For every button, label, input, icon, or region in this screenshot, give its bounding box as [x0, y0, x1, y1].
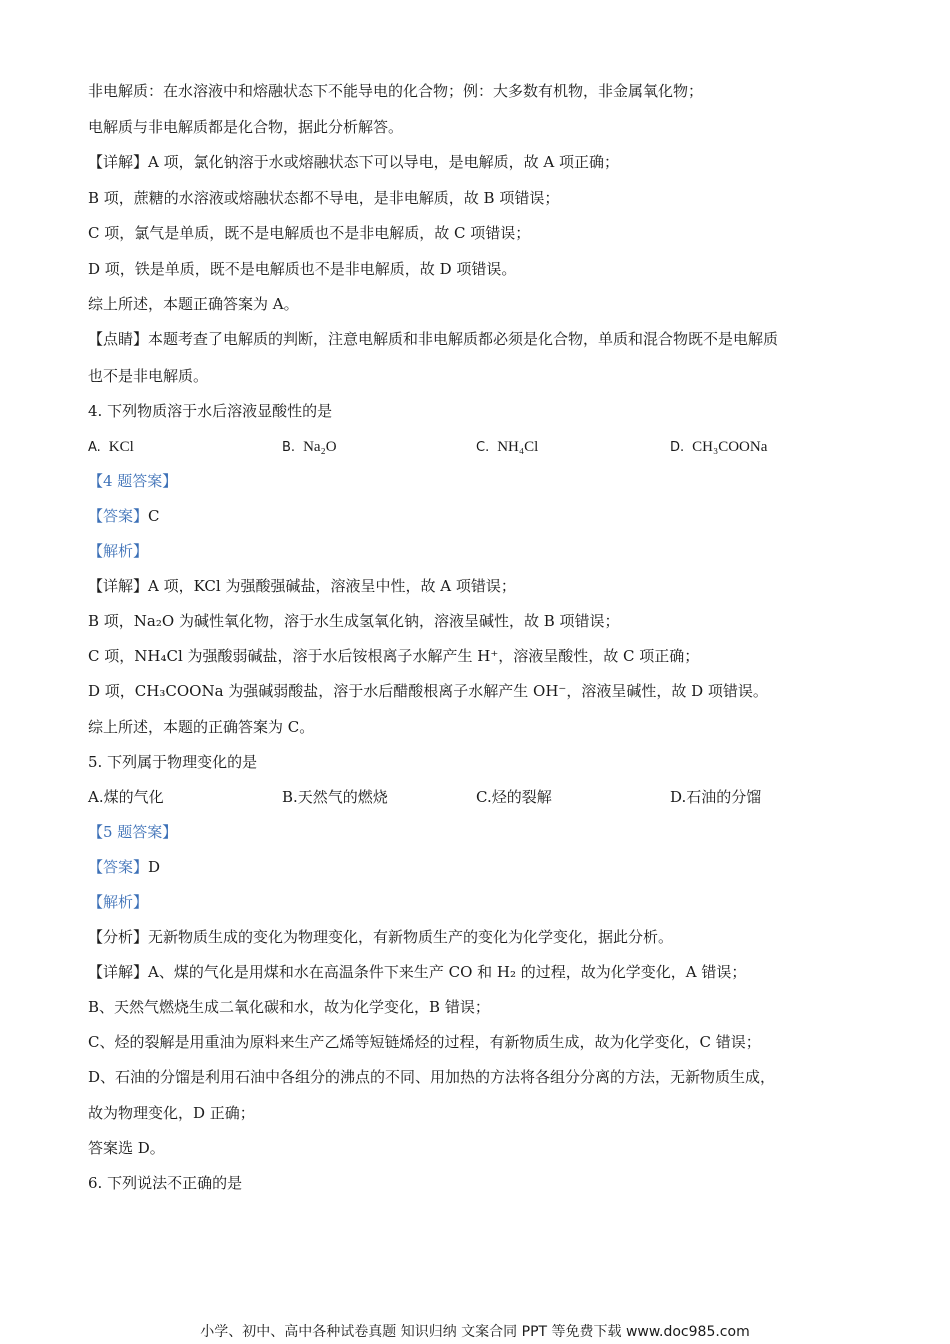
text-line: 【详解】A 项，KCl 为强酸强碱盐，溶液呈中性，故 A 项错误； [88, 577, 516, 595]
q4-answer [88, 506, 868, 526]
text-line: 非电解质：在水溶液中和熔融状态下不能导电的化合物；例：大多数有机物，非金属氧化物； [88, 82, 704, 100]
answer-tag: 【答案】 [88, 507, 149, 525]
text-line: B 项，Na₂O 为碱性氧化物，溶于水生成氢氧化钠，溶液呈碱性，故 B 项错误； [88, 612, 620, 630]
question-4-stem: 4. 下列物质溶于水后溶液显酸性的是 [88, 402, 333, 420]
option-value: 天然气的燃烧 [297, 788, 388, 806]
text-line: B、天然气燃烧生成二氧化碳和水，故为化学变化，B 错误； [88, 998, 490, 1016]
question-6-stem: 6. 下列说法不正确的是 [88, 1174, 243, 1192]
option-value: CH₃COONa [692, 439, 768, 455]
text-line: 【点睛】本题考查了电解质的判断，注意电解质和非电解质都必须是化合物，单质和混合物既不是电解质 [88, 330, 779, 348]
q5-analysis-tag: 【解析】 [88, 893, 149, 911]
q5-answer-header: 【5 题答案】 [88, 823, 178, 841]
text-line: 也不是非电解质。 [88, 367, 209, 385]
option-value: 石油的分馏 [686, 788, 762, 806]
q4-answer-header: 【4 题答案】 [88, 472, 178, 490]
q4-option-c [476, 436, 538, 458]
text-line: C 项，氯气是单质，既不是电解质也不是非电解质，故 C 项错误； [88, 224, 531, 242]
text-line: 【分析】无新物质生成的变化为物理变化，有新物质生产的变化为化学变化，据此分析。 [88, 928, 674, 946]
option-value: KCl [108, 439, 134, 455]
q5-option-a [88, 787, 164, 807]
text-line: C 项，NH₄Cl 为强酸弱碱盐，溶于水后铵根离子水解产生 H⁺，溶液呈酸性，故 C 项正确； [88, 647, 700, 665]
answer-value: C [148, 507, 160, 525]
q4-option-a [88, 436, 134, 458]
option-value: NH₄Cl [497, 439, 539, 455]
option-label: D. [670, 788, 687, 806]
text-line: D 项，CH₃COONa 为强碱弱酸盐，溶于水后醋酸根离子水解产生 OH⁻，溶液呈碱性，故 D 项错误。 [88, 682, 768, 700]
answer-tag: 【答案】 [88, 858, 149, 876]
option-value: 烃的裂解 [491, 788, 552, 806]
answer-value: D [148, 858, 161, 876]
page-footer: 小学、初中、高中各种试卷真题 知识归纳 文案合同 PPT 等免费下载 www.doc985.com [200, 1324, 750, 1340]
option-label: A. [88, 788, 104, 806]
text-line: 综上所述，本题正确答案为 A。 [88, 295, 299, 313]
option-label: A. [88, 440, 101, 455]
text-line: 【详解】A 项，氯化钠溶于水或熔融状态下可以导电，是电解质，故 A 项正确； [88, 153, 619, 171]
text-line: B 项，蔗糖的水溶液或熔融状态都不导电，是非电解质，故 B 项错误； [88, 189, 560, 207]
option-value: 煤的气化 [103, 788, 164, 806]
q5-option-c [476, 787, 552, 807]
question-5-stem: 5. 下列属于物理变化的是 [88, 753, 258, 771]
text-line: 【详解】A、煤的气化是用煤和水在高温条件下来生产 CO 和 H₂ 的过程，故为化学变化，A 错误； [88, 963, 747, 981]
q5-option-b [282, 787, 388, 807]
q5-option-d [670, 787, 761, 807]
text-line: 综上所述，本题的正确答案为 C。 [88, 718, 315, 736]
q4-analysis-tag: 【解析】 [88, 542, 149, 560]
text-line: 答案选 D。 [88, 1139, 165, 1157]
text-line: C、烃的裂解是用重油为原料来生产乙烯等短链烯烃的过程，有新物质生成，故为化学变化，C 错误； [88, 1033, 761, 1051]
q4-option-d [670, 436, 767, 458]
q4-option-b [282, 436, 337, 458]
q5-answer [88, 857, 868, 877]
text-line: D 项，铁是单质，既不是电解质也不是非电解质，故 D 项错误。 [88, 260, 517, 278]
option-label: C. [476, 440, 490, 455]
text-line: D、石油的分馏是利用石油中各组分的沸点的不同、用加热的方法将各组分分离的方法，无新物质生成， [88, 1068, 776, 1086]
text-line: 故为物理变化，D 正确； [88, 1104, 255, 1122]
option-label: D. [670, 440, 685, 455]
option-label: B. [282, 788, 298, 806]
option-label: C. [476, 788, 492, 806]
text-line: 电解质与非电解质都是化合物，据此分析解答。 [88, 118, 404, 136]
option-label: B. [282, 440, 296, 455]
option-value: Na₂O [303, 439, 337, 455]
